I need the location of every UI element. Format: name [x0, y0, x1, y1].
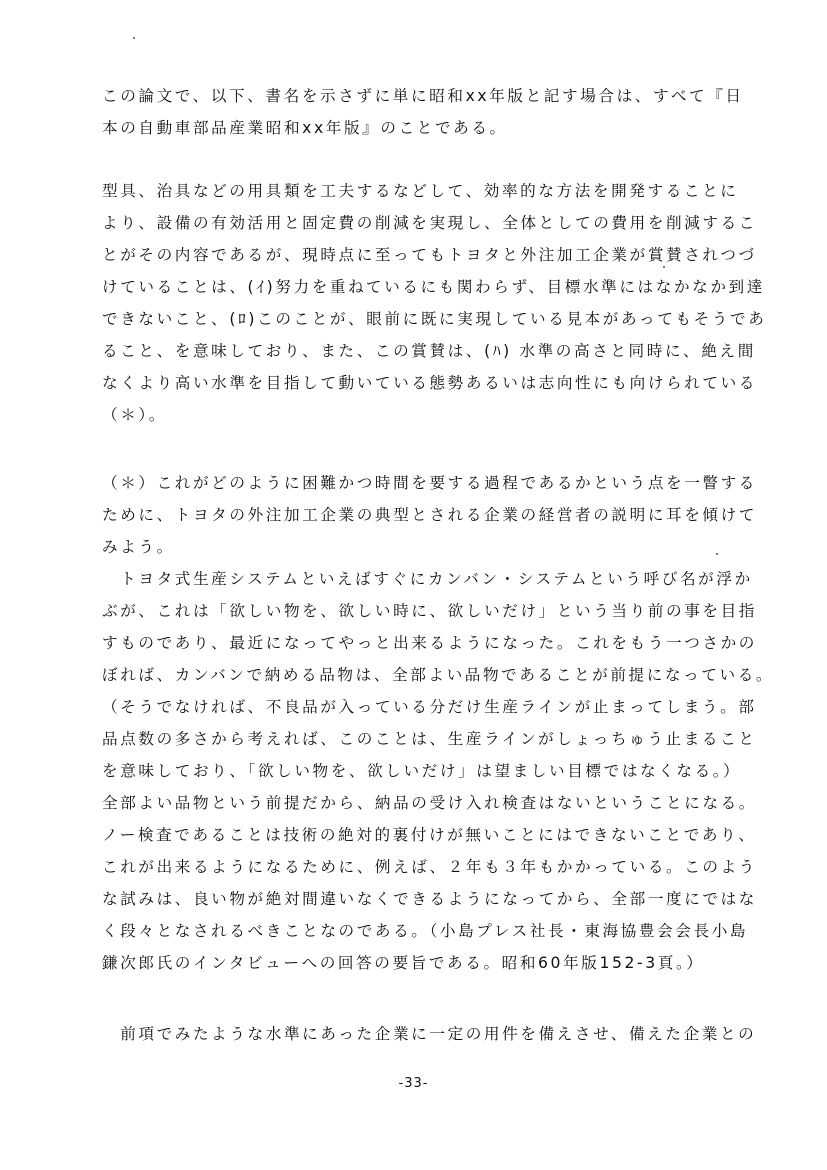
text-line: 全部よい品物という前提だから、納品の受け入れ検査はないということになる。: [102, 794, 757, 812]
page-number: -33-: [398, 1076, 429, 1091]
intro-paragraph: [102, 80, 742, 144]
text-line: すものであり、最近になってやっと出来るようになった。これをもう一つさかの: [102, 634, 757, 652]
text-line: ぶが、これは「欲しい物を、欲しい時に、欲しいだけ」という当り前の事を目指: [102, 602, 757, 620]
text-line: ために、トヨタの外注加工企業の典型とされる企業の経営者の説明に耳を傾けて: [102, 506, 757, 524]
text-line: ノー検査であることは技術の絶対的裏付けが無いことにはできないことであり、: [102, 826, 757, 844]
text-line: これが出来るようになるために、例えば、２年も３年もかかっている。このよう: [102, 858, 757, 876]
text-line: 本の自動車部品産業昭和xx年版』のことである。: [102, 119, 508, 137]
text-line: けていることは、(ｲ)努力を重ねているにも関わらず、目標水準にはなかなか到達: [102, 278, 765, 296]
text-line: く段々となされるべきことなのである。（小島プレス社長・東海協豊会会長小島: [102, 922, 749, 940]
footnote-paragraph: [102, 467, 775, 979]
text-line: を意味しており、「欲しい物を、欲しいだけ」は望ましい目標ではなくなる。）: [102, 762, 742, 780]
text-line: 型具、治具などの用具類を工夫するなどして、効率的な方法を開発することに: [102, 182, 739, 200]
closing-paragraph: [102, 1018, 757, 1050]
text-line: な試みは、良い物が絶対間違いなくできるようになってから、全部一度にではな: [102, 890, 757, 908]
text-line: ぼれば、カンバンで納める品物は、全部よい品物であることが前提になっている。: [102, 666, 775, 684]
scan-speck: [133, 37, 135, 39]
text-line: より、設備の有効活用と固定費の削減を実現し、全体としての費用を削減するこ: [102, 214, 757, 232]
text-line: トヨタ式生産システムといえばすぐにカンバン・システムという呼び名が浮か: [102, 570, 753, 588]
text-line: （そうでなければ、不良品が入っている分だけ生産ラインが止まってしまう。部: [102, 698, 757, 716]
text-line: みよう。: [102, 538, 175, 556]
text-line: （＊）これがどのように困難かつ時間を要する過程であるかという点を一瞥する: [102, 474, 757, 492]
text-line: できないこと、(ﾛ)このことが、眼前に既に実現している見本があってもそうであ: [102, 310, 767, 328]
text-line: この論文で、以下、書名を示さずに単に昭和xx年版と記す場合は、すべて『日: [102, 87, 744, 105]
text-line: ること、を意味しており、また、この賞賛は、(ﾊ) 水準の高さと同時に、絶え間: [102, 342, 756, 360]
text-line: 品点数の多さから考えれば、このことは、生産ラインがしょっちゅう止まること: [102, 730, 757, 748]
text-line: 前項でみたような水準にあった企業に一定の用件を備えさせ、備えた企業との: [102, 1025, 757, 1043]
text-line: （＊）。: [102, 406, 167, 424]
text-line: なくより高い水準を目指して動いている態勢あるいは志向性にも向けられている: [102, 374, 757, 392]
text-line: 鎌次郎氏のインタビューへの回答の要旨である。昭和60年版152-3頁。）: [102, 954, 705, 972]
text-line: とがその内容であるが、現時点に至ってもトヨタと外注加工企業が賞賛されつづ: [102, 246, 757, 264]
main-paragraph: [102, 175, 767, 431]
